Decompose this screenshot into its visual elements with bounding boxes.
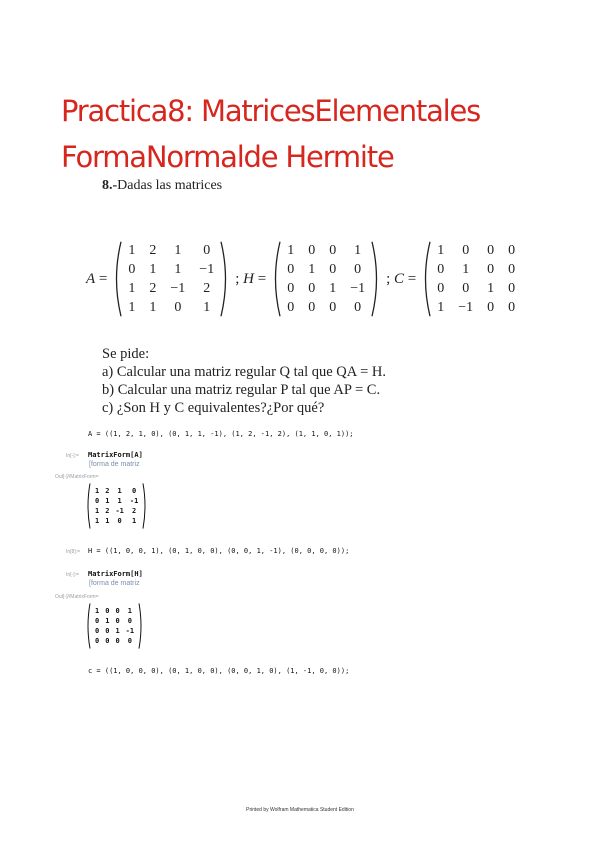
matrix-a-cell: 1 xyxy=(149,261,157,277)
matrix-a-cell: −1 xyxy=(199,261,215,277)
problem-number: 8.- xyxy=(102,178,118,193)
page-title-line2: FormaNormalde Hermite xyxy=(61,140,394,174)
input-cell-a[interactable]: A = ((1, 2, 1, 0), (0, 1, 1, -1), (1, 2, -1, 2), (1, 1, 0, 1)); xyxy=(88,430,354,438)
output-out-h-row xyxy=(92,606,137,616)
matrix-a-cell: 1 xyxy=(128,280,136,296)
matrix-a-cell: 1 xyxy=(128,242,136,258)
matrix-c-cell: 0 xyxy=(508,242,516,258)
matrix-a-row xyxy=(121,260,221,279)
matrix-h xyxy=(270,241,382,317)
matrix-a-cell: 1 xyxy=(174,261,182,277)
output-out-a-cell: -1 xyxy=(115,507,124,515)
output-out-a-row xyxy=(92,506,141,516)
in-label-h: In[8]:= xyxy=(66,549,81,555)
se-pide-label: Se pide: xyxy=(102,346,150,362)
output-out-a-row xyxy=(92,516,141,526)
matrix-h-cell: 1 xyxy=(287,242,295,258)
output-out-a-cell: 1 xyxy=(95,517,100,525)
matrix-c-cell: 0 xyxy=(487,242,495,258)
input-cell-h[interactable]: H = ((1, 0, 0, 1), (0, 1, 0, 0), (0, 0, 1, -1), (0, 0, 0, 0)); xyxy=(88,547,350,555)
output-out-h-cell: 0 xyxy=(115,607,120,615)
matrix-c-row xyxy=(430,298,522,317)
question-b: b) Calcular una matriz regular P tal que AP = C. xyxy=(102,382,381,398)
matrix-c-cell: 1 xyxy=(437,299,445,315)
matrix-h-cell: 1 xyxy=(354,242,362,258)
out-label-1: Out[-]//MatrixForm= xyxy=(55,474,99,480)
matrixform-a-command[interactable]: MatrixForm[A] xyxy=(88,451,143,459)
output-out-h-cell: -1 xyxy=(125,627,135,635)
output-matrix-h-table xyxy=(92,606,137,646)
output-out-a-cell: 1 xyxy=(117,497,122,505)
matrix-c-cell: 0 xyxy=(487,299,495,315)
output-out-h-cell: 0 xyxy=(95,617,100,625)
matrix-a-cell: 0 xyxy=(174,299,182,315)
output-out-h-row xyxy=(92,636,137,646)
matrix-a-cell: −1 xyxy=(170,280,186,296)
output-out-h-cell: 0 xyxy=(105,607,110,615)
output-out-h-cell: 1 xyxy=(115,627,120,635)
output-out-h-cell: 0 xyxy=(115,617,120,625)
matrix-h-cell: 1 xyxy=(329,280,337,296)
matrixform-h-command[interactable]: MatrixForm[H] xyxy=(88,570,143,578)
matrix-a-cell: 1 xyxy=(203,299,211,315)
output-out-h-cell: 1 xyxy=(127,607,132,615)
matrix-a-cell: 2 xyxy=(149,242,157,258)
output-out-a-row xyxy=(92,486,141,496)
matrix-h-row xyxy=(280,241,372,260)
matrix-c-row xyxy=(430,241,522,260)
output-out-a-cell: 1 xyxy=(105,517,110,525)
matrix-a-row xyxy=(121,241,221,260)
matrix-a-cell: 2 xyxy=(203,280,211,296)
output-out-h-cell: 1 xyxy=(95,607,100,615)
matrix-a-cell: 0 xyxy=(203,242,211,258)
output-out-h-cell: 0 xyxy=(127,637,132,645)
matrix-a-row xyxy=(121,298,221,317)
output-out-a-cell: 1 xyxy=(117,487,122,495)
matrix-h-cell: 0 xyxy=(308,299,316,315)
matrix-h-cell: 0 xyxy=(354,299,362,315)
matrix-h-cell: 1 xyxy=(308,261,316,277)
matrix-a-cell: 1 xyxy=(149,299,157,315)
output-out-a-cell: 1 xyxy=(95,487,100,495)
matrix-a-row xyxy=(121,279,221,298)
matrix-c-cell: 1 xyxy=(462,261,470,277)
matrix-a-label: A = xyxy=(86,270,108,287)
in-label-2: In[-]:= xyxy=(66,572,79,578)
output-out-h-cell: 0 xyxy=(105,637,110,645)
output-out-a-cell: 0 xyxy=(131,487,137,495)
problem-intro-text: Dadas las matrices xyxy=(117,178,223,193)
input-hint-2[interactable]: [forma de matriz xyxy=(89,580,140,587)
matrix-c-cell: −1 xyxy=(458,299,474,315)
matrix-a-cell: 1 xyxy=(128,299,136,315)
output-out-h-cell: 0 xyxy=(105,627,110,635)
matrix-c-row xyxy=(430,279,522,298)
output-out-a-row xyxy=(92,496,141,506)
matrix-a-cell: 0 xyxy=(128,261,136,277)
matrix-h-cell: 0 xyxy=(354,261,362,277)
out-label-2: Out[-]//MatrixForm= xyxy=(55,594,99,600)
print-footer: Printed by Wolfram Mathematica Student Edition xyxy=(246,807,354,813)
output-out-h-cell: 0 xyxy=(95,637,100,645)
output-out-a-cell: 1 xyxy=(95,507,100,515)
matrix-h-row xyxy=(280,279,372,298)
output-out-a-cell: 2 xyxy=(105,487,110,495)
output-out-a-cell: 0 xyxy=(95,497,100,505)
matrix-h-cell: 0 xyxy=(287,299,295,315)
matrix-h-cell: 0 xyxy=(308,242,316,258)
output-out-a-cell: 2 xyxy=(105,507,110,515)
output-matrix-a xyxy=(86,483,147,529)
matrix-c-cell: 0 xyxy=(437,261,445,277)
matrix-h-cell: 0 xyxy=(329,299,337,315)
matrix-c xyxy=(420,241,532,317)
output-out-h-cell: 0 xyxy=(95,627,100,635)
matrix-a-cell: 1 xyxy=(174,242,182,258)
output-out-h-row xyxy=(92,626,137,636)
input-cell-c[interactable]: c = ((1, 0, 0, 0), (0, 1, 0, 0), (0, 0, 1, 0), (1, -1, 0, 0)); xyxy=(88,667,350,675)
input-hint-1[interactable]: [forma de matriz xyxy=(89,461,140,468)
page-title-line1: Practica8: MatricesElementales xyxy=(61,94,481,128)
matrix-equations xyxy=(86,234,532,324)
matrix-h-cell: 0 xyxy=(287,280,295,296)
matrix-c-cell: 0 xyxy=(437,280,445,296)
matrix-c-cell: 0 xyxy=(508,261,516,277)
output-out-a-cell: 1 xyxy=(131,517,137,525)
matrix-c-table xyxy=(430,241,522,317)
matrix-a-table xyxy=(121,241,221,317)
question-c: c) ¿Son H y C equivalentes?¿Por qué? xyxy=(102,400,325,416)
matrix-c-cell: 0 xyxy=(487,261,495,277)
matrix-a xyxy=(111,241,231,317)
output-out-h-cell: 0 xyxy=(127,617,132,625)
in-label-1: In[-]:= xyxy=(66,453,79,459)
matrix-c-cell: 0 xyxy=(508,280,516,296)
questions xyxy=(102,345,386,417)
output-matrix-a-table xyxy=(92,486,141,526)
matrix-c-cell: 1 xyxy=(487,280,495,296)
matrix-h-cell: −1 xyxy=(350,280,366,296)
matrix-c-label: ; C = xyxy=(386,270,417,287)
matrix-c-cell: 1 xyxy=(437,242,445,258)
matrix-h-label: ; H = xyxy=(235,270,267,287)
output-matrix-h xyxy=(86,603,143,649)
output-out-a-cell: 1 xyxy=(105,497,110,505)
matrix-h-row xyxy=(280,260,372,279)
matrix-h-cell: 0 xyxy=(329,242,337,258)
output-out-h-row xyxy=(92,616,137,626)
output-out-a-cell: -1 xyxy=(129,497,139,505)
matrix-h-row xyxy=(280,298,372,317)
question-a: a) Calcular una matriz regular Q tal que QA = H. xyxy=(102,364,386,380)
output-out-h-cell: 0 xyxy=(115,637,120,645)
matrix-c-cell: 0 xyxy=(462,280,470,296)
matrix-a-cell: 2 xyxy=(149,280,157,296)
matrix-c-cell: 0 xyxy=(462,242,470,258)
output-out-h-cell: 1 xyxy=(105,617,110,625)
matrix-h-cell: 0 xyxy=(287,261,295,277)
matrix-h-cell: 0 xyxy=(308,280,316,296)
matrix-c-cell: 0 xyxy=(508,299,516,315)
matrix-c-row xyxy=(430,260,522,279)
problem-intro xyxy=(102,178,222,194)
matrix-h-cell: 0 xyxy=(329,261,337,277)
output-out-a-cell: 0 xyxy=(117,517,122,525)
output-out-a-cell: 2 xyxy=(131,507,137,515)
matrix-h-table xyxy=(280,241,372,317)
